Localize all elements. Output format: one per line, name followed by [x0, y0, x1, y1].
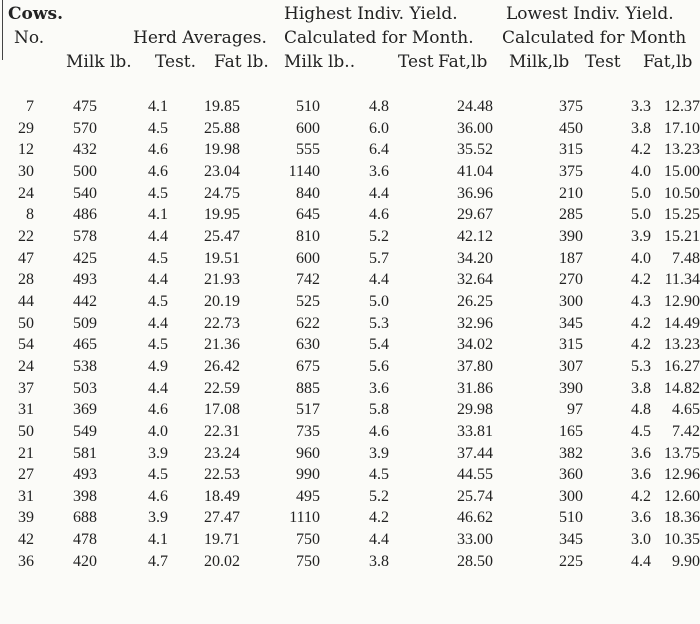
table-row: [0, 96, 700, 118]
cell-low-fat-lb: 13.23: [664, 141, 700, 159]
cell-low-milk-lb: 390: [559, 379, 583, 397]
cell-low-test: 3.6: [631, 509, 651, 527]
cell-fat-lb: 25.88: [204, 119, 240, 137]
cell-milk-lb: 398: [73, 487, 97, 505]
cell-high-milk-lb: 525: [296, 292, 320, 310]
cell-milk-lb: 493: [73, 466, 97, 484]
cell-fat-lb: 27.47: [204, 509, 240, 527]
cell-milk-lb: 549: [73, 422, 97, 440]
cell-low-test: 3.6: [631, 444, 651, 462]
cell-high-milk-lb: 742: [296, 271, 320, 289]
cell-high-fat-lb: 29.67: [457, 206, 493, 224]
cell-high-milk-lb: 495: [296, 487, 320, 505]
header-highest-indiv-yield: Highest Indiv. Yield.: [284, 4, 458, 24]
cell-high-fat-lb: 33.81: [457, 422, 493, 440]
cell-cow-no: 27: [18, 466, 34, 484]
cell-test: 4.6: [148, 162, 168, 180]
cell-low-test: 3.3: [631, 98, 651, 115]
cell-milk-lb: 442: [73, 292, 97, 310]
cell-test: 4.6: [148, 401, 168, 419]
herd-yield-table: [0, 96, 700, 572]
cell-low-milk-lb: 285: [559, 206, 583, 224]
cell-low-fat-lb: 14.49: [664, 314, 700, 332]
header-lowest-indiv-yield: Lowest Indiv. Yield.: [506, 4, 674, 24]
cell-low-milk-lb: 375: [559, 98, 583, 115]
cell-high-milk-lb: 622: [296, 314, 320, 332]
cell-high-milk-lb: 675: [296, 357, 320, 375]
cell-low-test: 3.6: [631, 466, 651, 484]
cell-low-milk-lb: 510: [559, 509, 583, 527]
cell-low-test: 4.0: [631, 162, 651, 180]
cell-cow-no: 39: [18, 509, 34, 527]
cell-high-fat-lb: 32.96: [457, 314, 493, 332]
cell-test: 4.7: [148, 552, 168, 570]
cell-high-milk-lb: 885: [296, 379, 320, 397]
cell-high-test: 4.4: [369, 271, 389, 289]
cell-milk-lb: 578: [73, 227, 97, 245]
cell-test: 4.0: [148, 422, 168, 440]
cell-high-milk-lb: 750: [296, 531, 320, 549]
table-body: [0, 96, 700, 572]
cell-low-test: 4.2: [631, 141, 651, 159]
cell-test: 4.5: [148, 184, 168, 202]
cell-high-test: 3.6: [369, 379, 389, 397]
cell-milk-lb: 688: [73, 509, 97, 527]
cell-low-fat-lb: 10.35: [664, 531, 700, 549]
cell-fat-lb: 21.93: [204, 271, 240, 289]
cell-high-test: 5.3: [369, 314, 389, 332]
cell-low-fat-lb: 7.42: [672, 422, 700, 440]
header-herd-averages: Herd Averages.: [133, 28, 267, 48]
cell-cow-no: 50: [18, 422, 34, 440]
cell-low-test: 4.4: [631, 552, 651, 570]
cell-high-fat-lb: 28.50: [457, 552, 493, 570]
col-low-milk-lb: Milk,lb: [509, 52, 570, 72]
cell-test: 4.4: [148, 227, 168, 245]
cell-fat-lb: 22.59: [204, 379, 240, 397]
table-row: [0, 356, 700, 378]
cell-fat-lb: 21.36: [204, 336, 240, 354]
cell-fat-lb: 19.95: [204, 206, 240, 224]
cell-milk-lb: 486: [73, 206, 97, 224]
cell-high-test: 4.8: [369, 98, 389, 115]
cell-milk-lb: 503: [73, 379, 97, 397]
cell-fat-lb: 20.19: [204, 292, 240, 310]
table-row: [0, 334, 700, 356]
table-row: [0, 183, 700, 205]
cell-fat-lb: 18.49: [204, 487, 240, 505]
col-high-test: Test: [398, 52, 434, 72]
cell-fat-lb: 23.24: [204, 444, 240, 462]
cell-high-fat-lb: 26.25: [457, 292, 493, 310]
cell-high-fat-lb: 41.04: [457, 162, 493, 180]
table-row: [0, 486, 700, 508]
cell-cow-no: 28: [18, 271, 34, 289]
cell-low-milk-lb: 345: [559, 531, 583, 549]
cell-high-test: 4.5: [369, 466, 389, 484]
cell-high-test: 4.6: [369, 206, 389, 224]
cell-cow-no: 31: [18, 487, 34, 505]
cell-test: 4.5: [148, 336, 168, 354]
cell-low-fat-lb: 14.82: [664, 379, 700, 397]
cell-low-milk-lb: 307: [559, 357, 583, 375]
table-row: [0, 269, 700, 291]
cell-low-fat-lb: 16.27: [664, 357, 700, 375]
cell-cow-no: 29: [18, 119, 34, 137]
cell-test: 4.5: [148, 466, 168, 484]
cell-high-fat-lb: 33.00: [457, 531, 493, 549]
table-row: [0, 204, 700, 226]
header-no: No.: [14, 28, 45, 48]
cell-low-milk-lb: 270: [559, 271, 583, 289]
cell-low-fat-lb: 12.60: [664, 487, 700, 505]
cell-high-fat-lb: 32.64: [457, 271, 493, 289]
cell-high-fat-lb: 25.74: [457, 487, 493, 505]
cell-milk-lb: 540: [73, 184, 97, 202]
cell-low-test: 4.2: [631, 487, 651, 505]
cell-high-fat-lb: 29.98: [457, 401, 493, 419]
table-row: [0, 464, 700, 486]
cell-fat-lb: 22.73: [204, 314, 240, 332]
cell-test: 4.5: [148, 292, 168, 310]
cell-test: 3.9: [148, 509, 168, 527]
cell-high-milk-lb: 517: [296, 401, 320, 419]
cell-cow-no: 44: [18, 292, 34, 310]
cell-milk-lb: 465: [73, 336, 97, 354]
cell-high-fat-lb: 42.12: [457, 227, 493, 245]
cell-low-fat-lb: 15.21: [664, 227, 700, 245]
cell-milk-lb: 581: [73, 444, 97, 462]
cell-cow-no: 37: [18, 379, 34, 397]
cell-cow-no: 12: [18, 141, 34, 159]
cell-low-milk-lb: 210: [559, 184, 583, 202]
cell-fat-lb: 24.75: [204, 184, 240, 202]
cell-high-milk-lb: 600: [296, 119, 320, 137]
cell-low-milk-lb: 315: [559, 141, 583, 159]
cell-test: 4.5: [148, 119, 168, 137]
cell-high-milk-lb: 645: [296, 206, 320, 224]
table-row: [0, 291, 700, 313]
cell-low-test: 4.3: [631, 292, 651, 310]
header-row-1: [0, 4, 700, 26]
table-row: [0, 421, 700, 443]
cell-high-milk-lb: 990: [296, 466, 320, 484]
cell-cow-no: 36: [18, 552, 34, 570]
col-milk-lb: Milk lb.: [66, 52, 132, 72]
cell-test: 4.4: [148, 379, 168, 397]
cell-high-fat-lb: 36.96: [457, 184, 493, 202]
cell-high-test: 5.0: [369, 292, 389, 310]
col-high-milk-lb: Milk lb..: [284, 52, 356, 72]
cell-low-fat-lb: 7.48: [672, 249, 700, 267]
cell-fat-lb: 22.53: [204, 466, 240, 484]
cell-milk-lb: 570: [73, 119, 97, 137]
cell-fat-lb: 19.98: [204, 141, 240, 159]
cell-high-milk-lb: 750: [296, 552, 320, 570]
col-high-fat-lb: Fat,lb: [438, 52, 488, 72]
cell-milk-lb: 425: [73, 249, 97, 267]
cell-low-test: 4.2: [631, 271, 651, 289]
col-fat-lb: Fat lb.: [214, 52, 269, 72]
cell-high-test: 3.8: [369, 552, 389, 570]
cell-low-fat-lb: 18.36: [664, 509, 700, 527]
cell-low-test: 3.0: [631, 531, 651, 549]
cell-test: 4.4: [148, 314, 168, 332]
cell-low-test: 4.8: [631, 401, 651, 419]
col-low-fat-lb: Fat,lb: [643, 52, 693, 72]
cell-high-test: 4.4: [369, 184, 389, 202]
cell-high-milk-lb: 630: [296, 336, 320, 354]
cell-low-fat-lb: 15.25: [664, 206, 700, 224]
cell-low-fat-lb: 17.10: [664, 119, 700, 137]
cell-fat-lb: 23.04: [204, 162, 240, 180]
cell-cow-no: 8: [26, 206, 34, 224]
table-row: [0, 226, 700, 248]
cell-low-test: 4.5: [631, 422, 651, 440]
cell-high-test: 5.2: [369, 487, 389, 505]
cell-low-milk-lb: 450: [559, 119, 583, 137]
cell-high-test: 5.6: [369, 357, 389, 375]
cell-high-fat-lb: 34.20: [457, 249, 493, 267]
cell-milk-lb: 432: [73, 141, 97, 159]
cell-milk-lb: 538: [73, 357, 97, 375]
cell-low-test: 5.3: [631, 357, 651, 375]
cell-low-test: 4.2: [631, 314, 651, 332]
cell-low-milk-lb: 345: [559, 314, 583, 332]
cell-low-fat-lb: 12.37: [664, 98, 700, 115]
cell-high-fat-lb: 24.48: [457, 98, 493, 115]
header-calculated-low: Calculated for Month: [502, 28, 687, 48]
table-row: [0, 313, 700, 335]
cell-high-milk-lb: 1140: [288, 162, 320, 180]
cell-high-test: 4.2: [369, 509, 389, 527]
table-row: [0, 118, 700, 140]
cell-milk-lb: 478: [73, 531, 97, 549]
cell-low-test: 5.0: [631, 206, 651, 224]
cell-low-milk-lb: 225: [559, 552, 583, 570]
cell-milk-lb: 500: [73, 162, 97, 180]
cell-test: 3.9: [148, 444, 168, 462]
cell-low-fat-lb: 4.65: [672, 401, 700, 419]
col-low-test: Test: [585, 52, 621, 72]
cell-high-milk-lb: 555: [296, 141, 320, 159]
cell-high-test: 6.4: [369, 141, 389, 159]
cell-low-milk-lb: 375: [559, 162, 583, 180]
cell-low-test: 4.0: [631, 249, 651, 267]
table-row: [0, 161, 700, 183]
cell-high-milk-lb: 810: [296, 227, 320, 245]
cell-cow-no: 31: [18, 401, 34, 419]
cell-low-fat-lb: 15.00: [664, 162, 700, 180]
cell-milk-lb: 420: [73, 552, 97, 570]
cell-low-fat-lb: 9.90: [672, 552, 700, 570]
cell-high-milk-lb: 735: [296, 422, 320, 440]
cell-low-milk-lb: 165: [559, 422, 583, 440]
cell-cow-no: 21: [18, 444, 34, 462]
cell-cow-no: 30: [18, 162, 34, 180]
cell-low-milk-lb: 300: [559, 487, 583, 505]
cell-fat-lb: 17.08: [204, 401, 240, 419]
cell-high-milk-lb: 510: [296, 98, 320, 115]
cell-high-test: 3.9: [369, 444, 389, 462]
cell-milk-lb: 369: [73, 401, 97, 419]
table-row: [0, 139, 700, 161]
cell-high-test: 6.0: [369, 119, 389, 137]
cell-cow-no: 7: [26, 98, 34, 115]
cell-high-fat-lb: 46.62: [457, 509, 493, 527]
cell-test: 4.1: [148, 531, 168, 549]
cell-low-test: 3.8: [631, 379, 651, 397]
cell-low-milk-lb: 360: [559, 466, 583, 484]
cell-milk-lb: 493: [73, 271, 97, 289]
cell-low-milk-lb: 300: [559, 292, 583, 310]
cell-high-test: 5.8: [369, 401, 389, 419]
table-row: [0, 378, 700, 400]
cell-high-fat-lb: 34.02: [457, 336, 493, 354]
cell-high-fat-lb: 37.80: [457, 357, 493, 375]
cell-low-milk-lb: 97: [567, 401, 583, 419]
cell-low-milk-lb: 382: [559, 444, 583, 462]
cell-high-fat-lb: 35.52: [457, 141, 493, 159]
cell-high-test: 5.2: [369, 227, 389, 245]
cell-fat-lb: 26.42: [204, 357, 240, 375]
cell-low-fat-lb: 12.96: [664, 466, 700, 484]
cell-low-fat-lb: 13.75: [664, 444, 700, 462]
cell-high-milk-lb: 960: [296, 444, 320, 462]
cell-low-test: 5.0: [631, 184, 651, 202]
cell-test: 4.5: [148, 249, 168, 267]
cell-high-test: 5.7: [369, 249, 389, 267]
table-row: [0, 529, 700, 551]
header-cows: Cows.: [8, 4, 63, 24]
cell-low-test: 3.9: [631, 227, 651, 245]
cell-high-fat-lb: 37.44: [457, 444, 493, 462]
cell-low-milk-lb: 187: [559, 249, 583, 267]
cell-fat-lb: 19.85: [204, 98, 240, 115]
cell-low-milk-lb: 390: [559, 227, 583, 245]
table-row: [0, 248, 700, 270]
col-test: Test.: [155, 52, 197, 72]
table-row: [0, 551, 700, 573]
cell-test: 4.1: [148, 206, 168, 224]
cell-milk-lb: 509: [73, 314, 97, 332]
cell-fat-lb: 19.71: [204, 531, 240, 549]
cell-low-test: 4.2: [631, 336, 651, 354]
cell-high-test: 4.6: [369, 422, 389, 440]
table-row: [0, 443, 700, 465]
header-row-3: [0, 52, 700, 74]
cell-high-milk-lb: 840: [296, 184, 320, 202]
cell-high-test: 5.4: [369, 336, 389, 354]
cell-test: 4.1: [148, 98, 168, 115]
cell-fat-lb: 20.02: [204, 552, 240, 570]
cell-high-fat-lb: 44.55: [457, 466, 493, 484]
cell-cow-no: 24: [18, 184, 34, 202]
cell-milk-lb: 475: [73, 98, 97, 115]
cell-fat-lb: 19.51: [204, 249, 240, 267]
cell-low-fat-lb: 10.50: [664, 184, 700, 202]
cell-cow-no: 47: [18, 249, 34, 267]
cell-low-milk-lb: 315: [559, 336, 583, 354]
cell-high-milk-lb: 1110: [289, 509, 320, 527]
cell-low-fat-lb: 13.23: [664, 336, 700, 354]
cell-test: 4.6: [148, 141, 168, 159]
cell-test: 4.4: [148, 271, 168, 289]
cell-fat-lb: 25.47: [204, 227, 240, 245]
cell-high-milk-lb: 600: [296, 249, 320, 267]
cell-cow-no: 24: [18, 357, 34, 375]
cell-low-test: 3.8: [631, 119, 651, 137]
cell-low-fat-lb: 12.90: [664, 292, 700, 310]
cell-high-test: 4.4: [369, 531, 389, 549]
table-row: [0, 507, 700, 529]
cell-cow-no: 22: [18, 227, 34, 245]
cell-low-fat-lb: 11.34: [664, 271, 700, 289]
header-calculated-high: Calculated for Month.: [284, 28, 474, 48]
table-row: [0, 399, 700, 421]
cell-cow-no: 54: [18, 336, 34, 354]
cell-cow-no: 50: [18, 314, 34, 332]
cell-test: 4.9: [148, 357, 168, 375]
cell-test: 4.6: [148, 487, 168, 505]
cell-high-fat-lb: 36.00: [457, 119, 493, 137]
cell-fat-lb: 22.31: [204, 422, 240, 440]
cell-high-fat-lb: 31.86: [457, 379, 493, 397]
cell-high-test: 3.6: [369, 162, 389, 180]
cell-cow-no: 42: [18, 531, 34, 549]
header-row-2: [0, 28, 700, 50]
